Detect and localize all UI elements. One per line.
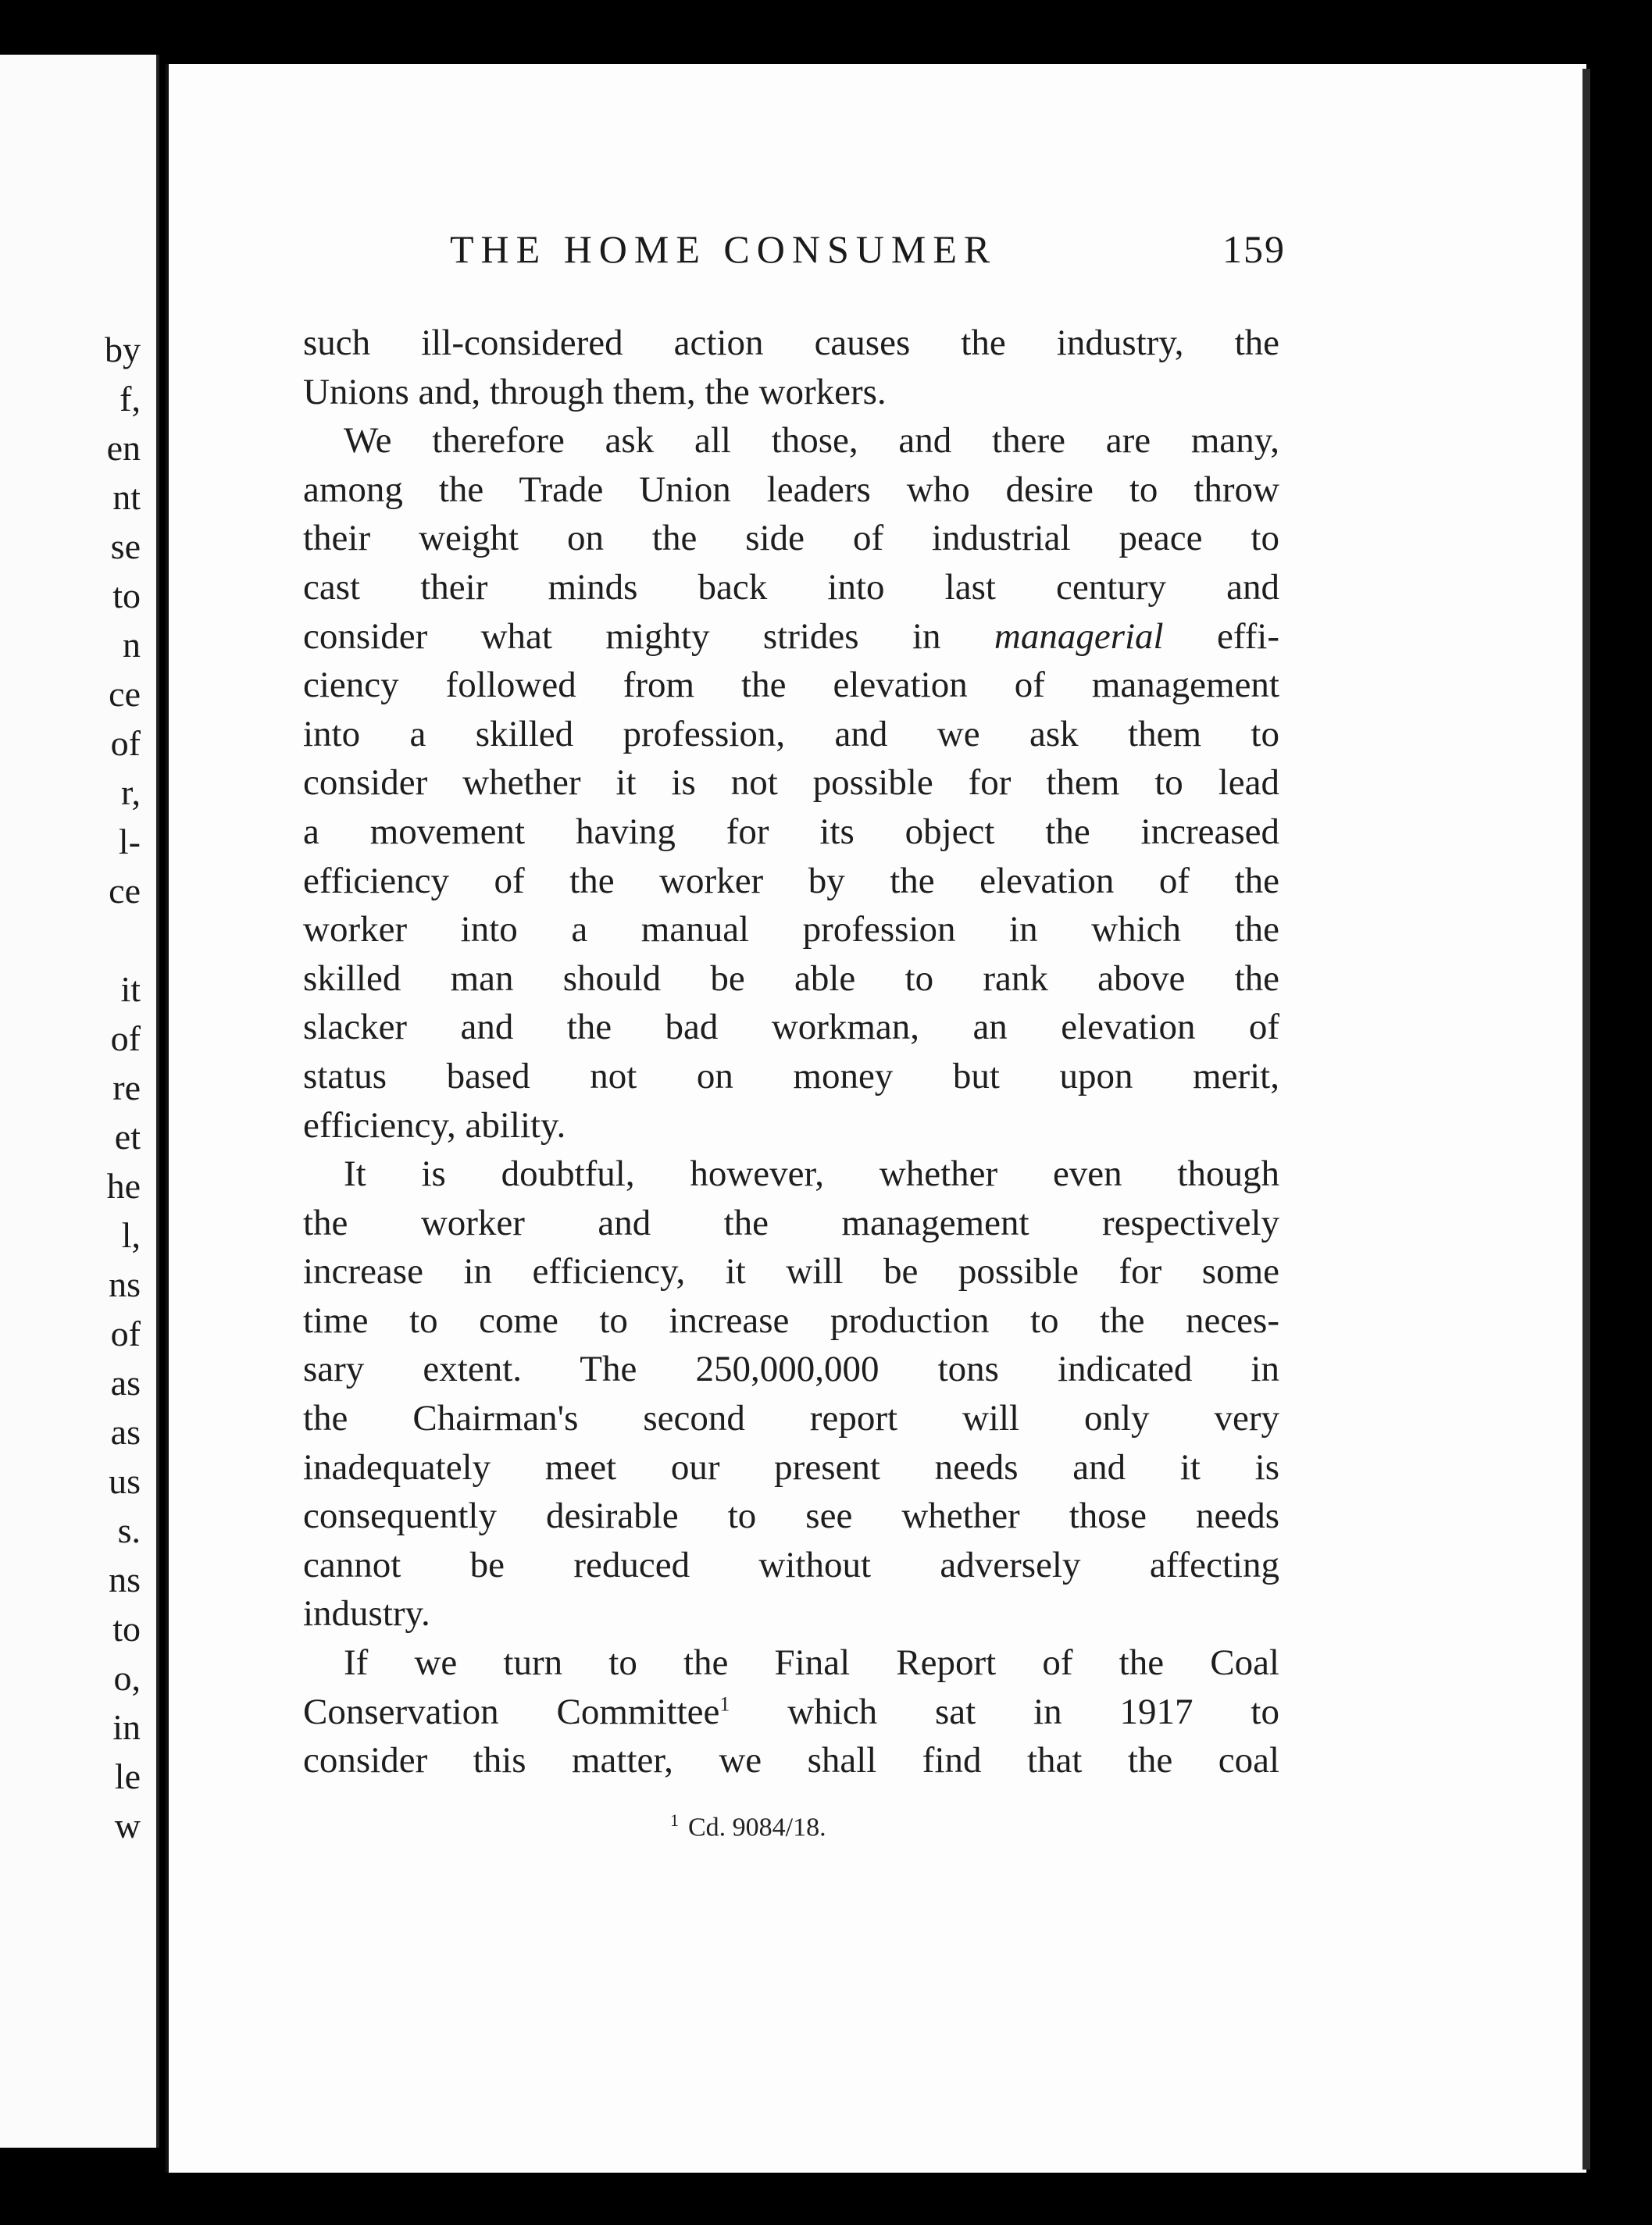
text-line: such ill-considered action causes the industry, the	[303, 323, 1279, 363]
left-page-line: l,	[121, 1215, 141, 1255]
text-segment: effi-	[1216, 615, 1280, 657]
left-page-line: ns	[109, 1264, 141, 1304]
text-line: efficiency, ability.	[303, 1104, 566, 1146]
left-page-line: et	[114, 1117, 141, 1157]
left-page-line: f,	[120, 379, 141, 419]
text-line: increase in efficiency, it will be possible for some	[303, 1251, 1279, 1293]
text-segment: consider what mighty strides in	[303, 615, 941, 657]
left-page-line: r,	[121, 772, 141, 812]
text-line: consequently desirable to see whether those needs	[303, 1496, 1279, 1537]
text-line: time to come to increase production to the neces-	[303, 1300, 1279, 1341]
page-number: 159	[1222, 227, 1286, 271]
left-page-line: ce	[109, 674, 141, 714]
text-line: cannot be reduced without adversely affecting	[303, 1544, 1279, 1585]
text-line: worker into a manual profession in which the	[303, 909, 1279, 950]
left-page-line: of	[110, 1314, 141, 1353]
left-page-line: ns	[109, 1560, 141, 1599]
text-line: efficiency of the worker by the elevation of the	[303, 860, 1279, 901]
left-page-line: o,	[113, 1658, 141, 1698]
left-page-line: to	[112, 576, 141, 615]
page-edge-shadow	[1582, 69, 1590, 2170]
italic-word: managerial	[994, 615, 1164, 657]
text-line: consider this matter, we shall find that the coal	[303, 1740, 1279, 1781]
text-line: a movement having for its object the increased	[303, 811, 1279, 852]
left-page-line: le	[114, 1756, 141, 1796]
text-line: inadequately meet our present needs and it is	[303, 1446, 1279, 1488]
text-segment: Conservation Committee	[303, 1691, 720, 1732]
text-line: skilled man should be able to rank above the	[303, 957, 1279, 999]
running-title: THE HOME CONSUMER	[450, 227, 997, 271]
body-text	[303, 319, 1279, 1785]
left-page-line: of	[110, 723, 141, 763]
left-page-line: of	[110, 1018, 141, 1058]
text-line: ciency followed from the elevation of management	[303, 665, 1279, 706]
text-line: slacker and the bad workman, an elevation of	[303, 1007, 1279, 1048]
text-line: Unions and, through them, the workers.	[303, 371, 887, 412]
left-page-line: s.	[117, 1510, 141, 1550]
text-line: status based not on money but upon merit,	[303, 1055, 1279, 1096]
left-page-line: by	[105, 330, 141, 369]
left-page-line: in	[112, 1707, 141, 1747]
text-line: sary extent. The 250,000,000 tons indicated in	[303, 1349, 1279, 1390]
left-page-line: us	[109, 1461, 141, 1501]
left-page-line: to	[112, 1609, 141, 1649]
text-line: We therefore ask all those, and there are many,	[344, 420, 1279, 462]
text-line: the Chairman's second report will only very	[303, 1398, 1279, 1439]
text-line	[303, 1688, 1279, 1737]
left-page-line: se	[110, 526, 141, 566]
left-page-line: as	[110, 1412, 141, 1452]
text-line: among the Trade Union leaders who desire to throw	[303, 469, 1279, 510]
text-line: consider whether it is not possible for them to lead	[303, 762, 1279, 804]
text-line: If we turn to the Final Report of the Coal	[344, 1642, 1279, 1684]
text-line: into a skilled profession, and we ask them to	[303, 713, 1279, 754]
text-line: It is doubtful, however, whether even though	[344, 1154, 1279, 1195]
footnote-text: Cd. 9084/18.	[688, 1813, 826, 1842]
text-line: the worker and the management respectively	[303, 1202, 1279, 1243]
left-page-line: w	[114, 1806, 141, 1845]
left-page-line: nt	[112, 477, 141, 517]
left-page-line: re	[112, 1068, 141, 1107]
text-line: their weight on the side of industrial peace to	[303, 518, 1279, 559]
left-page-line: ce	[109, 871, 141, 911]
previous-page-sliver	[0, 55, 159, 2148]
text-segment: which sat in 1917 to	[787, 1691, 1279, 1732]
left-page-line: en	[106, 428, 141, 468]
text-line	[303, 612, 1279, 661]
left-page-line: l-	[118, 822, 141, 861]
footnote	[670, 1810, 826, 1842]
text-line: cast their minds back into last century and	[303, 566, 1279, 608]
left-page-line: it	[120, 969, 141, 1009]
left-page-line: as	[110, 1363, 141, 1403]
running-header	[303, 226, 1286, 273]
text-line: industry.	[303, 1593, 430, 1635]
footnote-reference: 1	[719, 1692, 730, 1715]
left-page-line: he	[106, 1166, 141, 1206]
footnote-marker: 1	[670, 1810, 679, 1830]
left-page-line: n	[123, 625, 141, 665]
